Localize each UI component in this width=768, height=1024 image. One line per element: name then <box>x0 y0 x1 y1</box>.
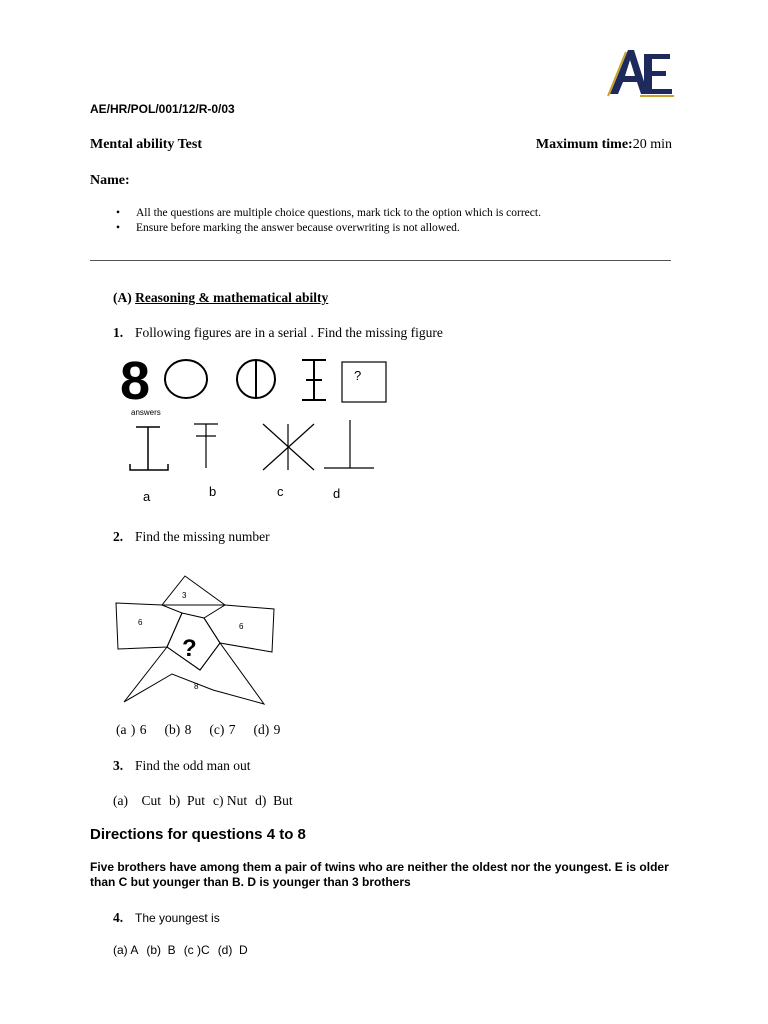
max-time <box>536 137 672 153</box>
section-title: Reasoning & mathematical abilty <box>135 290 329 305</box>
option-b[interactable]: (b) 8 <box>164 722 192 737</box>
section-heading <box>113 290 328 306</box>
option-d[interactable]: d) But <box>255 793 293 808</box>
question-text: Following figures are in a serial . Find the missing figure <box>135 325 443 340</box>
option-d[interactable]: (d) 9 <box>253 722 281 737</box>
instruction-item: • Ensure before marking the answer because overwriting is not allowed. <box>116 221 541 236</box>
question-2 <box>113 529 270 545</box>
directions-heading: Directions for questions 4 to 8 <box>90 826 306 843</box>
missing-number-mark: ? <box>182 635 197 662</box>
question-3 <box>113 758 251 774</box>
question-4-options <box>113 943 256 957</box>
question-number: 4. <box>113 910 124 925</box>
document-reference: AE/HR/POL/001/12/R-0/03 <box>90 102 235 116</box>
option-c[interactable]: (c) 7 <box>209 722 236 737</box>
question-2-options <box>116 722 298 738</box>
option-a[interactable]: (a ) 6 <box>116 722 147 737</box>
section-prefix: (A) <box>113 290 132 305</box>
option-b[interactable]: b) Put <box>169 793 206 808</box>
instructions-list <box>116 206 541 236</box>
option-a[interactable]: (a) Cut <box>113 793 161 808</box>
question-3-options <box>113 793 301 809</box>
page-title: Mental ability Test <box>90 137 203 152</box>
option-label-b: b <box>209 484 217 499</box>
figure-series-diagram <box>118 352 388 517</box>
figure-number-right: 6 <box>239 622 244 631</box>
option-label-c: c <box>277 484 284 499</box>
figure-number-left: 6 <box>138 618 143 627</box>
name-label: Name: <box>90 173 130 188</box>
figure-number-bottom: 8 <box>194 682 199 691</box>
max-time-value: 20 min <box>632 137 672 152</box>
directions-paragraph: Five brothers have among them a pair of twins who are neither the oldest nor the youngest. E is older than C but younger than B. D is younger than 3 brothers <box>90 860 669 889</box>
instruction-item: • All the questions are multiple choice questions, mark tick to the option which is correct. <box>116 206 541 221</box>
option-a[interactable]: (a) A <box>113 943 139 957</box>
question-text: Find the missing number <box>135 529 270 544</box>
figure-number-top: 3 <box>182 591 187 600</box>
divider <box>90 260 671 261</box>
answers-label: answers <box>131 408 161 417</box>
max-time-label: Maximum time: <box>535 137 633 152</box>
question-number: 2. <box>113 529 124 544</box>
option-label-d: d <box>333 486 341 501</box>
question-number: 1. <box>113 325 124 340</box>
number-puzzle-diagram <box>112 570 284 717</box>
missing-figure-mark: ? <box>354 368 362 383</box>
question-1 <box>113 325 443 341</box>
option-label-a: a <box>143 489 151 504</box>
question-text: Find the odd man out <box>135 758 251 773</box>
option-d[interactable]: (d) D <box>217 943 248 957</box>
question-4 <box>113 910 220 926</box>
question-text: The youngest is <box>135 911 220 925</box>
option-c[interactable]: (c )C <box>183 943 210 957</box>
company-logo <box>604 44 676 105</box>
option-b[interactable]: (b) B <box>146 943 176 957</box>
series-figure-8: 8 <box>120 352 151 411</box>
question-number: 3. <box>113 758 124 773</box>
option-c[interactable]: c) Nut <box>213 793 248 808</box>
logo-text: AE <box>604 44 606 45</box>
